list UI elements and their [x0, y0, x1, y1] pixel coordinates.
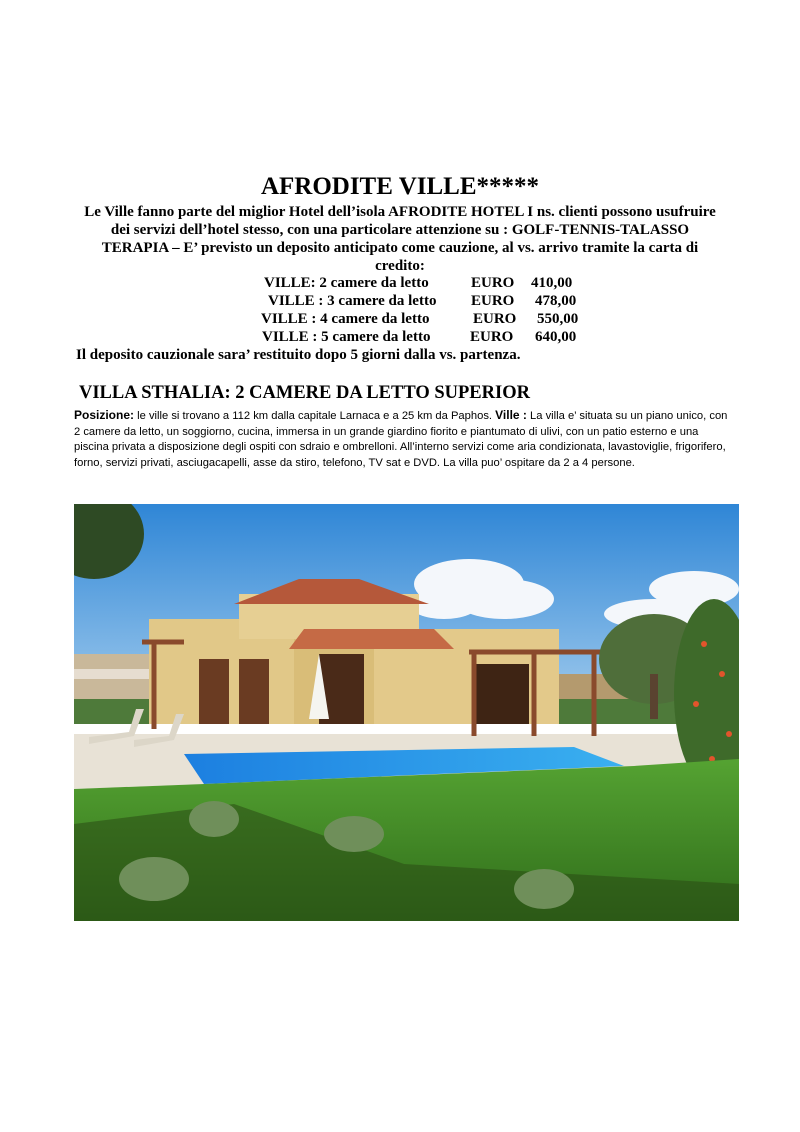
- price-label: VILLE : 3 camere da letto: [268, 293, 437, 309]
- villa-photo: [74, 504, 739, 921]
- villa-text: La villa e’ situata su un piano unico, con 2 camere da letto, un soggiorno, cucina, immersa in un grande giardino fiorito e piantumato di ulivi, con un patio esterno e una piscina privata a disposizione degli ospiti con sdraio e ombrelloni. All’interno servizi come aria condizionata, lavastoviglie, frigorifero, forno, servizi privati, asciugacapelli, asse da stiro, telefono, TV sat e DVD. La villa puo’ ospitare da 2 a 4 persone.: [74, 410, 728, 469]
- villa-label: Ville :: [495, 408, 527, 422]
- deposit-note: Il deposito cauzionale sara’ restituito dopo 5 giorni dalla vs. partenza.: [76, 347, 521, 363]
- intro-paragraph: Le Ville fanno parte del miglior Hotel dell’isola AFRODITE HOTEL I ns. clienti possono usufruire dei servizi dell’hotel stesso, con una particolare attenzione su : GOLF-TENNIS-TALASSO TERAPIA – E’ previsto un deposito anticipato come cauzione, al vs. arrivo tramite la carta di credito:: [84, 204, 716, 274]
- villa-description: [74, 408, 734, 471]
- villa-photo-illustration: [74, 504, 739, 921]
- position-label: Posizione:: [74, 408, 135, 422]
- price-label: VILLE : 4 camere da letto: [261, 311, 430, 327]
- price-currency: EURO: [471, 275, 515, 291]
- price-amount: 410,00: [531, 275, 573, 291]
- price-currency: EURO: [470, 329, 514, 345]
- price-label: VILLE : 5 camere da letto: [262, 329, 431, 345]
- price-amount: 478,00: [535, 293, 577, 309]
- villa-heading: VILLA STHALIA: 2 CAMERE DA LETTO SUPERIOR: [79, 383, 530, 403]
- price-amount: 640,00: [535, 329, 577, 345]
- price-currency: EURO: [471, 293, 515, 309]
- page-title: AFRODITE VILLE*****: [260, 173, 540, 200]
- position-text: le ville si trovano a 112 km dalla capitale Larnaca e a 25 km da Paphos.: [134, 410, 496, 422]
- price-amount: 550,00: [537, 311, 579, 327]
- price-label: VILLE: 2 camere da letto: [264, 275, 429, 291]
- price-currency: EURO: [473, 311, 517, 327]
